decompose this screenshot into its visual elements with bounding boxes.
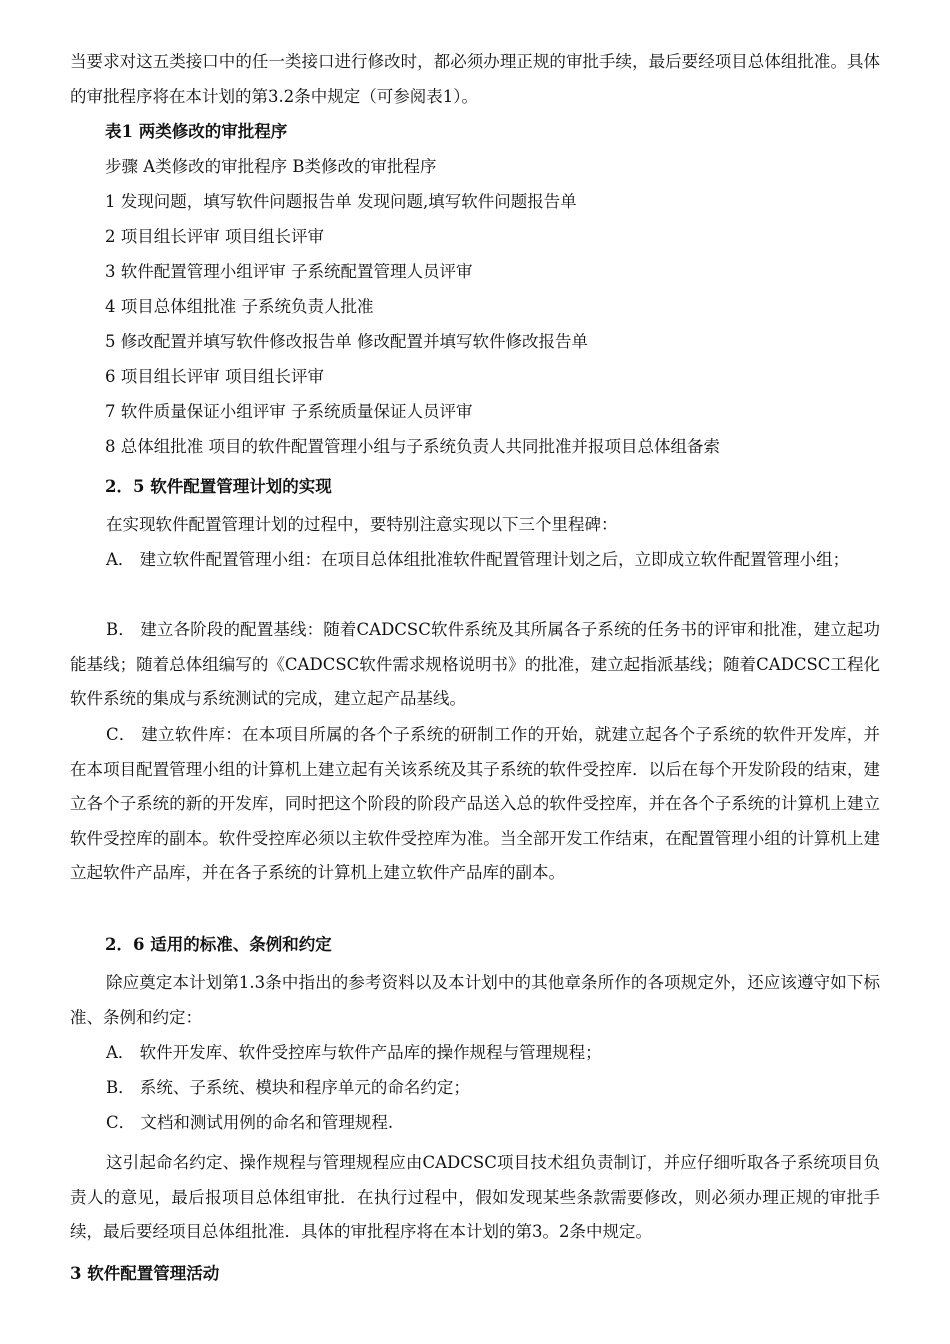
table-row: 8 总体组批准 项目的软件配置管理小组与子系统负责人共同批准并报项目总体组备索: [105, 437, 720, 456]
intro-paragraph: 当要求对这五类接口中的任一类接口进行修改时，都必须办理正规的审批手续，最后要经项目总体组批准。具体的审批程序将在本计划的第3.2条中规定（可参阅表1）。: [70, 52, 880, 106]
section-heading-3: 3 软件配置管理活动: [70, 1264, 220, 1283]
section-2-5-intro: 在实现软件配置管理计划的过程中，要特别注意实现以下三个里程碑：: [106, 515, 618, 534]
table-row: 7 软件质量保证小组评审 子系统质量保证人员评审: [105, 402, 473, 421]
section-2-6-intro: 除应奠定本计划第1.3条中指出的参考资料以及本计划中的其他章条所作的各项规定外，还应该遵守如下标准、条例和约定：: [70, 973, 880, 1027]
table-title: 表1 两类修改的审批程序: [105, 122, 288, 141]
table-row: 5 修改配置并填写软件修改报告单 修改配置并填写软件修改报告单: [105, 332, 588, 351]
table-row: 3 软件配置管理小组评审 子系统配置管理人员评审: [105, 262, 473, 281]
table-row: 1 发现问题，填写软件问题报告单 发现问题,填写软件问题报告单: [105, 192, 577, 211]
section-heading-2-5: 2．5 软件配置管理计划的实现: [105, 477, 332, 496]
section-2-5-item-c: C． 建立软件库：在本项目所属的各个子系统的研制工作的开始，就建立起各个子系统的软件开发库，并在本项目配置管理小组的计算机上建立起有关该系统及其子系统的软件受控库．以后在每个开发阶段的结束，建立各个子系统的新的开发库，同时把这个阶段的阶段产品送入总的软件受控库，并在各个子系统的计算机上建立软件受控库的副本。软件受控库必须以主软件受控库为准。当全部开发工作结束，在配置管理小组的计算机上建立起软件产品库，并在各子系统的计算机上建立软件产品库的副本。: [70, 725, 880, 882]
section-2-5-item-b: B． 建立各阶段的配置基线：随着CADCSC软件系统及其所属各子系统的任务书的评审和批准，建立起功能基线；随着总体组编写的《CADCSC软件需求规格说明书》的批准，建立起指派基线；随着CADCSC工程化软件系统的集成与系统测试的完成，建立起产品基线。: [70, 620, 880, 708]
table-row: 2 项目组长评审 项目组长评审: [105, 227, 324, 246]
table-row: 6 项目组长评审 项目组长评审: [105, 367, 324, 386]
section-2-5-item-a: A． 建立软件配置管理小组：在项目总体组批准软件配置管理计划之后，立即成立软件配置管理小组；: [106, 550, 850, 569]
section-2-6-item-b: B． 系统、子系统、模块和程序单元的命名约定；: [106, 1078, 470, 1097]
section-heading-2-6: 2．6 适用的标准、条例和约定: [105, 935, 332, 954]
table-row: 步骤 A类修改的审批程序 B类修改的审批程序: [105, 157, 437, 176]
section-2-6-item-c: C． 文档和测试用例的命名和管理规程.: [106, 1113, 394, 1132]
table-row: 4 项目总体组批准 子系统负责人批准: [105, 297, 374, 316]
section-2-6-item-a: A． 软件开发库、软件受控库与软件产品库的操作规程与管理规程；: [106, 1043, 602, 1062]
section-2-6-closing: 这引起命名约定、操作规程与管理规程应由CADCSC项目技术组负责制订，并应仔细听取各子系统项目负责人的意见，最后报项目总体组审批．在执行过程中，假如发现某些条款需要修改，则必须办理正规的审批手续，最后要经项目总体组批准．具体的审批程序将在本计划的第3。2条中规定。: [70, 1153, 880, 1241]
